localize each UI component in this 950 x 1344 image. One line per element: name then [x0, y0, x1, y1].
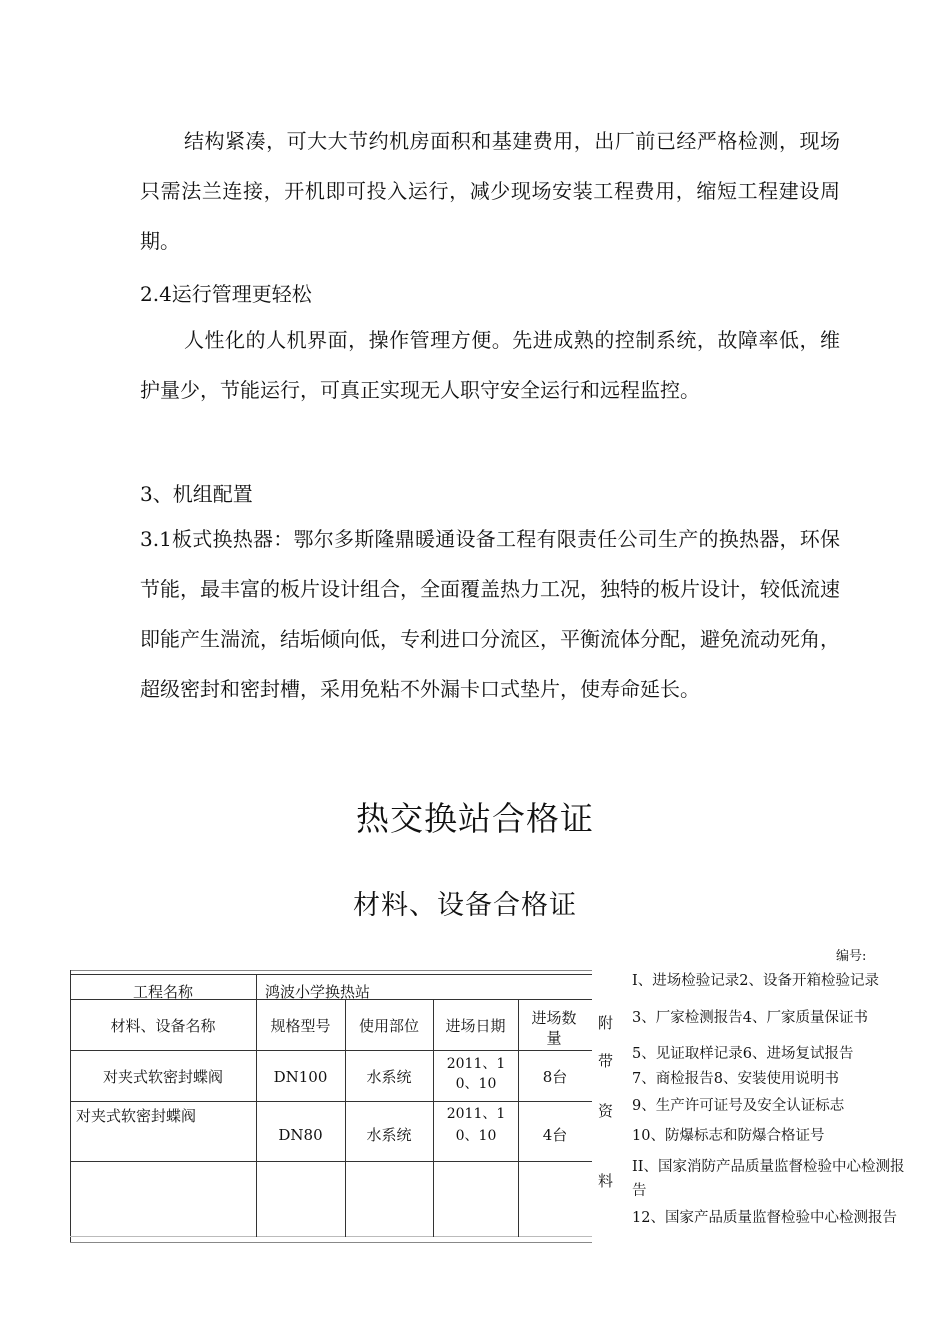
- table-row-name: 对夹式软密封蝶阀: [76, 1107, 197, 1125]
- attachments-side-label: 资: [598, 1102, 614, 1120]
- table-row-date: 2011、10、10: [446, 1106, 506, 1144]
- header-location: 使用部位: [358, 1017, 419, 1035]
- attachment-item: 5、见证取样记录6、进场复试报告: [632, 1046, 854, 1062]
- table-row-spec: DN100: [273, 1068, 328, 1086]
- table-row-date: 2011、10、10: [446, 1056, 506, 1092]
- table-border: [70, 974, 592, 975]
- table-border: [70, 970, 71, 1243]
- attachment-item: I、进场检验记录2、设备开箱检验记录: [632, 973, 879, 989]
- table-row-spec: DN80: [278, 1126, 323, 1144]
- table-row-qty: 8台: [542, 1068, 568, 1086]
- attachments-side-label: 料: [598, 1172, 614, 1190]
- table-rule: [70, 1050, 592, 1051]
- attachments-side-label: 带: [598, 1052, 614, 1070]
- attachment-item: 10、防爆标志和防爆合格证号: [632, 1128, 825, 1144]
- header-spec: 规格型号: [270, 1017, 331, 1035]
- table-border: [70, 1236, 592, 1237]
- certificate-table: [70, 970, 592, 1243]
- project-label: 工程名称: [132, 983, 193, 1001]
- section-heading-2-4: 2.4运行管理更轻松: [140, 282, 312, 306]
- intro-paragraph-3: 3.1板式换热器：鄂尔多斯隆鼎暖通设备工程有限责任公司生产的换热器，环保节能，最丰富的板片设计组合，全面覆盖热力工况，独特的板片设计，较低流速即能产生湍流，结垢倾向低，专利进口分流区，平衡流体分配，避免流动死角，超级密封和密封槽，采用免粘不外漏卡口式垫片，使寿命延长。: [140, 527, 840, 701]
- attachment-item: 12、国家产品质量监督检验中心检测报告: [632, 1210, 897, 1226]
- table-row-name: 对夹式软密封蝶阀: [102, 1068, 223, 1086]
- attachments-side-label: 附: [598, 1014, 614, 1032]
- header-name: 材料、设备名称: [110, 1017, 216, 1035]
- serial-number-label: 编号:: [836, 949, 867, 964]
- table-row-location: 水系统: [366, 1126, 412, 1144]
- attachment-item: 3、厂家检测报告4、厂家质量保证书: [632, 1010, 868, 1026]
- table-row-location: 水系统: [366, 1068, 412, 1086]
- certificate-subtitle: 材料、设备合格证: [353, 890, 577, 921]
- table-rule: [518, 999, 519, 1237]
- certificate-title: 热交换站合格证: [356, 799, 594, 838]
- table-border: [70, 1242, 592, 1243]
- table-rule: [256, 974, 257, 1237]
- project-value: 鸿波小学换热站: [265, 983, 371, 1001]
- table-rule: [70, 1101, 592, 1102]
- section-heading-3: 3、机组配置: [140, 482, 253, 506]
- table-border: [70, 970, 592, 971]
- table-rule: [70, 1161, 592, 1162]
- attachment-item: 9、生产许可证号及安全认证标志: [632, 1098, 845, 1114]
- attachment-item: II、国家消防产品质量监督检验中心检测报告: [632, 1159, 905, 1199]
- header-qty: 进场数量: [531, 1009, 577, 1047]
- header-date: 进场日期: [445, 1017, 506, 1035]
- intro-paragraph-2: 人性化的人机界面，操作管理方便。先进成熟的控制系统，故障率低，维护量少，节能运行，可真正实现无人职守安全运行和远程监控。: [140, 328, 840, 402]
- intro-paragraph-1: 结构紧凑，可大大节约机房面积和基建费用，出厂前已经严格检测，现场只需法兰连接，开机即可投入运行，减少现场安装工程费用，缩短工程建设周期。: [140, 129, 840, 253]
- attachment-item: 7、商检报告8、安装使用说明书: [632, 1071, 839, 1087]
- table-row-qty: 4台: [542, 1126, 568, 1144]
